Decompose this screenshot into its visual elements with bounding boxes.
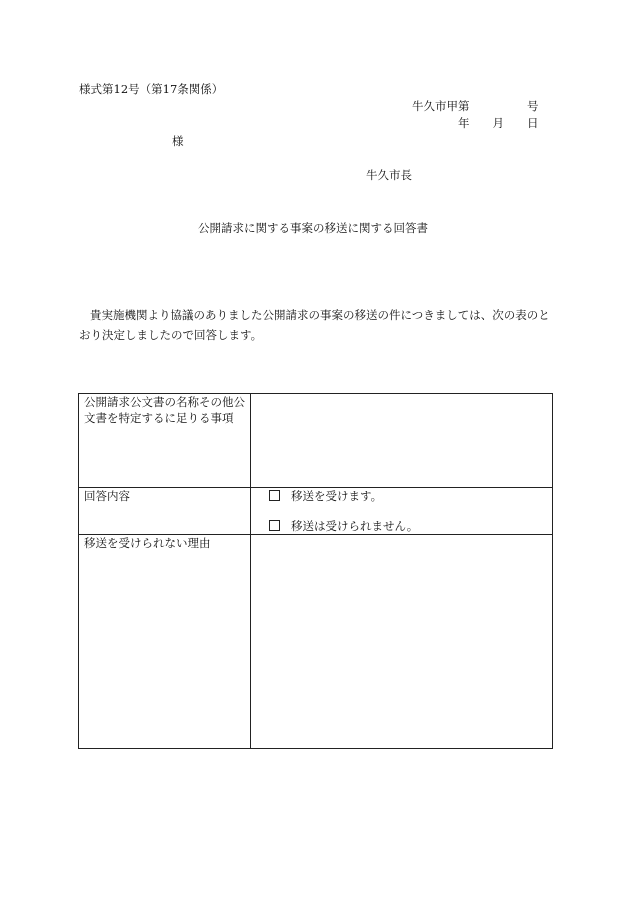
answer-table [78,393,553,749]
table-row [79,394,553,488]
row-value-document-name[interactable] [251,394,553,488]
date-line: 年 月 日 [458,116,539,130]
sender: 牛久市長 [366,168,412,182]
table-row [79,535,553,749]
row-value-answer [251,488,553,535]
document-number: 牛久市甲第 号 [412,99,539,113]
row-value-reason[interactable] [251,535,553,749]
row-label-document-name: 公開請求公文書の名称その他公文書を特定するに足りる事項 [79,394,251,488]
checkbox-icon[interactable] [269,490,280,501]
row-label-answer: 回答内容 [79,488,251,535]
row-label-reason: 移送を受けられない理由 [79,535,251,749]
form-number: 様式第12号（第17条関係） [79,82,224,96]
option-decline[interactable] [255,518,548,534]
body-paragraph: 貴実施機関より協議のありました公開請求の事案の移送の件につきましては、次の表のとおり決定しましたので回答します。 [79,308,550,342]
option-accept[interactable] [255,488,548,504]
addressee-suffix: 様 [172,134,184,148]
table-row [79,488,553,535]
document-title: 公開請求に関する事案の移送に関する回答書 [198,221,428,235]
option-decline-label: 移送は受けられません。 [291,519,419,533]
option-accept-label: 移送を受けます。 [291,489,383,503]
checkbox-icon[interactable] [269,520,280,531]
